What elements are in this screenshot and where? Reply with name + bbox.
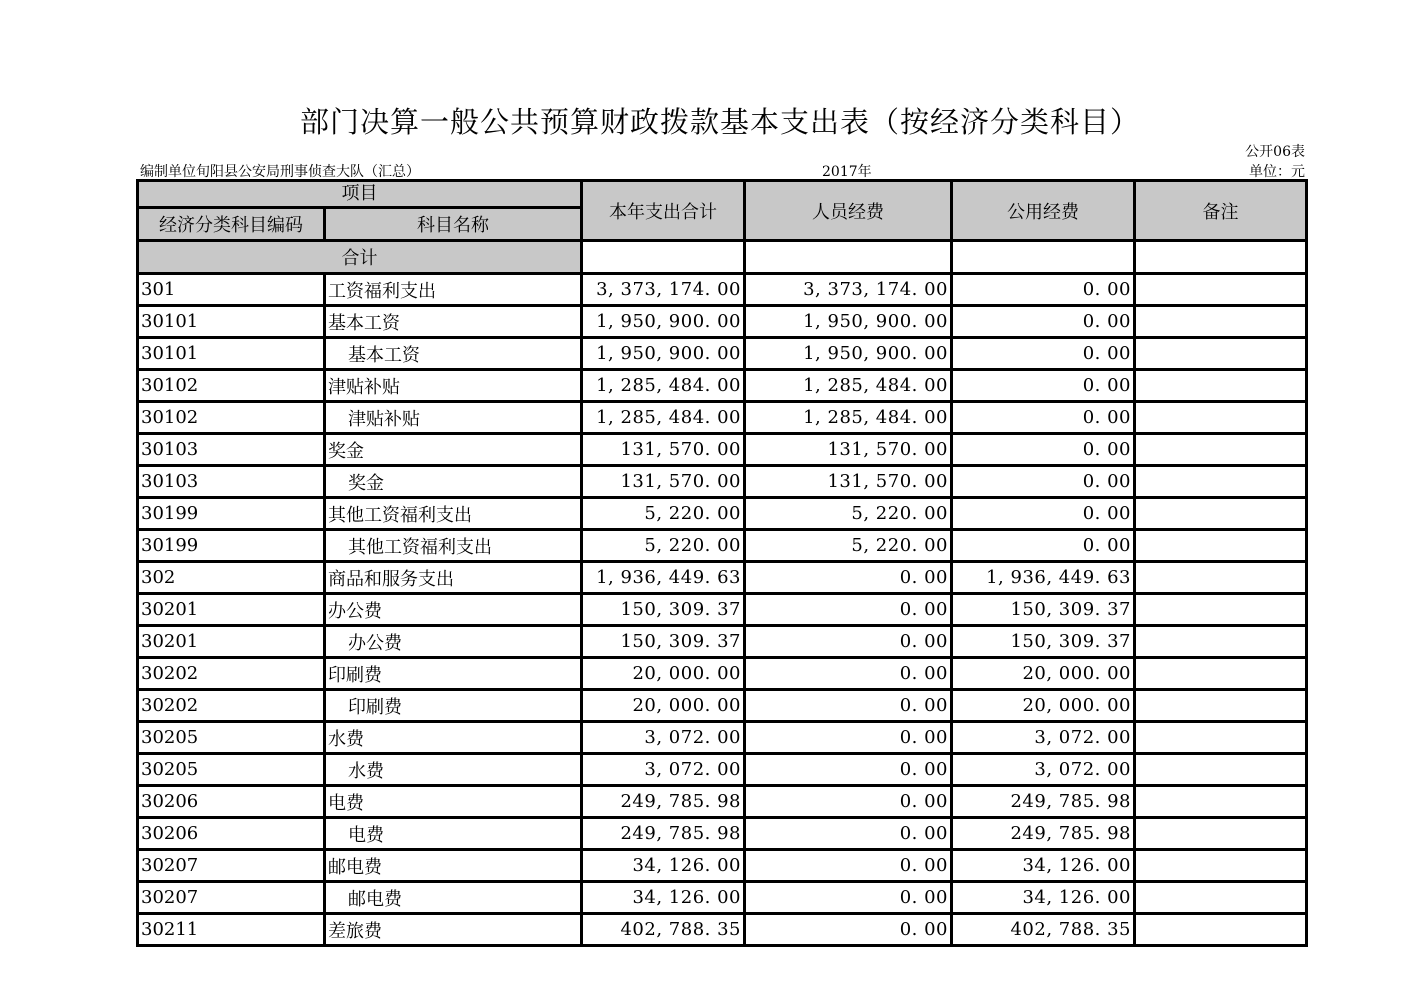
row-name: 印刷费 xyxy=(325,658,582,690)
row-remark xyxy=(1135,466,1307,498)
row-code: 30201 xyxy=(138,594,325,626)
row-public: 0. 00 xyxy=(952,338,1135,370)
row-code: 30199 xyxy=(138,498,325,530)
row-total: 20, 000. 00 xyxy=(582,690,745,722)
header-code: 经济分类科目编码 xyxy=(138,208,325,241)
row-personnel: 0. 00 xyxy=(745,658,952,690)
row-name: 办公费 xyxy=(325,626,582,658)
header-total: 本年支出合计 xyxy=(582,181,745,241)
header-public: 公用经费 xyxy=(952,181,1135,241)
row-total: 249, 785. 98 xyxy=(582,786,745,818)
row-name: 工资福利支出 xyxy=(325,274,582,306)
row-total: 3, 072. 00 xyxy=(582,754,745,786)
page-title: 部门决算一般公共预算财政拨款基本支出表（按经济分类科目） xyxy=(299,105,1140,139)
total-remark-cell xyxy=(1135,241,1307,274)
table-row xyxy=(138,882,1307,914)
table-row xyxy=(138,274,1307,306)
row-total: 131, 570. 00 xyxy=(582,466,745,498)
row-total: 34, 126. 00 xyxy=(582,850,745,882)
row-public: 1, 936, 449. 63 xyxy=(952,562,1135,594)
table-row xyxy=(138,530,1307,562)
row-name: 津贴补贴 xyxy=(325,370,582,402)
row-remark xyxy=(1135,498,1307,530)
row-personnel: 0. 00 xyxy=(745,594,952,626)
row-name: 其他工资福利支出 xyxy=(325,530,582,562)
row-remark xyxy=(1135,434,1307,466)
row-remark xyxy=(1135,722,1307,754)
row-code: 30103 xyxy=(138,434,325,466)
table-row xyxy=(138,402,1307,434)
row-personnel: 131, 570. 00 xyxy=(745,434,952,466)
row-remark xyxy=(1135,754,1307,786)
row-public: 0. 00 xyxy=(952,530,1135,562)
table-row xyxy=(138,690,1307,722)
row-name: 差旅费 xyxy=(325,914,582,946)
row-code: 30103 xyxy=(138,466,325,498)
row-public: 0. 00 xyxy=(952,306,1135,338)
form-number: 公开06表 xyxy=(1245,144,1305,160)
table-row xyxy=(138,594,1307,626)
row-remark xyxy=(1135,530,1307,562)
header-remark: 备注 xyxy=(1135,181,1307,241)
row-public: 20, 000. 00 xyxy=(952,658,1135,690)
row-name: 水费 xyxy=(325,754,582,786)
row-code: 30211 xyxy=(138,914,325,946)
row-code: 30101 xyxy=(138,338,325,370)
table-row xyxy=(138,914,1307,946)
row-total: 3, 373, 174. 00 xyxy=(582,274,745,306)
row-total: 131, 570. 00 xyxy=(582,434,745,466)
row-personnel: 1, 950, 900. 00 xyxy=(745,338,952,370)
row-public: 150, 309. 37 xyxy=(952,594,1135,626)
organization-label: 编制单位旬阳县公安局刑事侦查大队（汇总） xyxy=(140,164,420,180)
row-remark xyxy=(1135,370,1307,402)
row-name: 邮电费 xyxy=(325,850,582,882)
row-name: 奖金 xyxy=(325,434,582,466)
row-total: 249, 785. 98 xyxy=(582,818,745,850)
row-public: 0. 00 xyxy=(952,274,1135,306)
row-personnel: 0. 00 xyxy=(745,786,952,818)
row-name: 其他工资福利支出 xyxy=(325,498,582,530)
row-public: 0. 00 xyxy=(952,402,1135,434)
row-remark xyxy=(1135,914,1307,946)
row-code: 30207 xyxy=(138,850,325,882)
table-row xyxy=(138,466,1307,498)
row-total: 20, 000. 00 xyxy=(582,658,745,690)
row-code: 30206 xyxy=(138,818,325,850)
row-public: 249, 785. 98 xyxy=(952,818,1135,850)
row-name: 商品和服务支出 xyxy=(325,562,582,594)
row-remark xyxy=(1135,594,1307,626)
row-code: 301 xyxy=(138,274,325,306)
row-name: 水费 xyxy=(325,722,582,754)
table-row xyxy=(138,658,1307,690)
row-personnel: 3, 373, 174. 00 xyxy=(745,274,952,306)
row-personnel: 0. 00 xyxy=(745,562,952,594)
row-personnel: 5, 220. 00 xyxy=(745,498,952,530)
row-code: 30101 xyxy=(138,306,325,338)
row-name: 电费 xyxy=(325,818,582,850)
row-personnel: 0. 00 xyxy=(745,722,952,754)
row-name: 电费 xyxy=(325,786,582,818)
table-row xyxy=(138,434,1307,466)
row-personnel: 0. 00 xyxy=(745,914,952,946)
table-row xyxy=(138,722,1307,754)
row-personnel: 0. 00 xyxy=(745,882,952,914)
row-remark xyxy=(1135,818,1307,850)
row-code: 30205 xyxy=(138,754,325,786)
row-personnel: 1, 950, 900. 00 xyxy=(745,306,952,338)
currency-unit: 单位：元 xyxy=(1249,164,1305,180)
table-row xyxy=(138,818,1307,850)
row-name: 印刷费 xyxy=(325,690,582,722)
row-name: 基本工资 xyxy=(325,338,582,370)
row-code: 30201 xyxy=(138,626,325,658)
table-row xyxy=(138,626,1307,658)
row-code: 30202 xyxy=(138,690,325,722)
row-remark xyxy=(1135,562,1307,594)
row-personnel: 1, 285, 484. 00 xyxy=(745,370,952,402)
table-row xyxy=(138,850,1307,882)
total-label: 合计 xyxy=(138,241,582,274)
row-personnel: 0. 00 xyxy=(745,754,952,786)
table-row xyxy=(138,338,1307,370)
row-total: 5, 220. 00 xyxy=(582,498,745,530)
row-code: 302 xyxy=(138,562,325,594)
row-public: 34, 126. 00 xyxy=(952,850,1135,882)
table-row xyxy=(138,754,1307,786)
row-total: 1, 936, 449. 63 xyxy=(582,562,745,594)
row-total: 1, 285, 484. 00 xyxy=(582,370,745,402)
row-personnel: 131, 570. 00 xyxy=(745,466,952,498)
row-total: 1, 950, 900. 00 xyxy=(582,338,745,370)
expenditure-table xyxy=(136,179,1308,947)
row-total: 1, 950, 900. 00 xyxy=(582,306,745,338)
row-public: 3, 072. 00 xyxy=(952,754,1135,786)
row-name: 邮电费 xyxy=(325,882,582,914)
row-public: 0. 00 xyxy=(952,370,1135,402)
row-public: 34, 126. 00 xyxy=(952,882,1135,914)
row-remark xyxy=(1135,786,1307,818)
row-name: 办公费 xyxy=(325,594,582,626)
table-row xyxy=(138,498,1307,530)
row-remark xyxy=(1135,882,1307,914)
row-public: 3, 072. 00 xyxy=(952,722,1135,754)
row-code: 30205 xyxy=(138,722,325,754)
row-public: 20, 000. 00 xyxy=(952,690,1135,722)
row-personnel: 1, 285, 484. 00 xyxy=(745,402,952,434)
header-item: 项目 xyxy=(138,181,582,208)
row-name: 奖金 xyxy=(325,466,582,498)
row-remark xyxy=(1135,658,1307,690)
row-public: 402, 788. 35 xyxy=(952,914,1135,946)
header-personnel: 人员经费 xyxy=(745,181,952,241)
row-remark xyxy=(1135,274,1307,306)
row-public: 249, 785. 98 xyxy=(952,786,1135,818)
row-code: 30206 xyxy=(138,786,325,818)
table-row xyxy=(138,370,1307,402)
row-code: 30207 xyxy=(138,882,325,914)
row-personnel: 0. 00 xyxy=(745,690,952,722)
row-personnel: 0. 00 xyxy=(745,850,952,882)
total-public-cell xyxy=(952,241,1135,274)
row-total: 34, 126. 00 xyxy=(582,882,745,914)
total-amount-cell xyxy=(582,241,745,274)
row-total: 3, 072. 00 xyxy=(582,722,745,754)
total-row xyxy=(138,241,1307,274)
row-remark xyxy=(1135,402,1307,434)
row-remark xyxy=(1135,306,1307,338)
report-year: 2017年 xyxy=(822,164,872,180)
row-total: 1, 285, 484. 00 xyxy=(582,402,745,434)
row-code: 30202 xyxy=(138,658,325,690)
row-remark xyxy=(1135,626,1307,658)
total-personnel-cell xyxy=(745,241,952,274)
row-personnel: 0. 00 xyxy=(745,626,952,658)
row-personnel: 5, 220. 00 xyxy=(745,530,952,562)
row-remark xyxy=(1135,850,1307,882)
row-total: 5, 220. 00 xyxy=(582,530,745,562)
row-name: 基本工资 xyxy=(325,306,582,338)
row-code: 30102 xyxy=(138,370,325,402)
row-code: 30199 xyxy=(138,530,325,562)
table-row xyxy=(138,562,1307,594)
row-total: 402, 788. 35 xyxy=(582,914,745,946)
row-total: 150, 309. 37 xyxy=(582,626,745,658)
table-row xyxy=(138,786,1307,818)
row-total: 150, 309. 37 xyxy=(582,594,745,626)
row-personnel: 0. 00 xyxy=(745,818,952,850)
row-public: 0. 00 xyxy=(952,466,1135,498)
row-remark xyxy=(1135,690,1307,722)
row-public: 0. 00 xyxy=(952,498,1135,530)
row-code: 30102 xyxy=(138,402,325,434)
table-row xyxy=(138,306,1307,338)
row-name: 津贴补贴 xyxy=(325,402,582,434)
row-remark xyxy=(1135,338,1307,370)
row-public: 0. 00 xyxy=(952,434,1135,466)
header-name: 科目名称 xyxy=(325,208,582,241)
row-public: 150, 309. 37 xyxy=(952,626,1135,658)
